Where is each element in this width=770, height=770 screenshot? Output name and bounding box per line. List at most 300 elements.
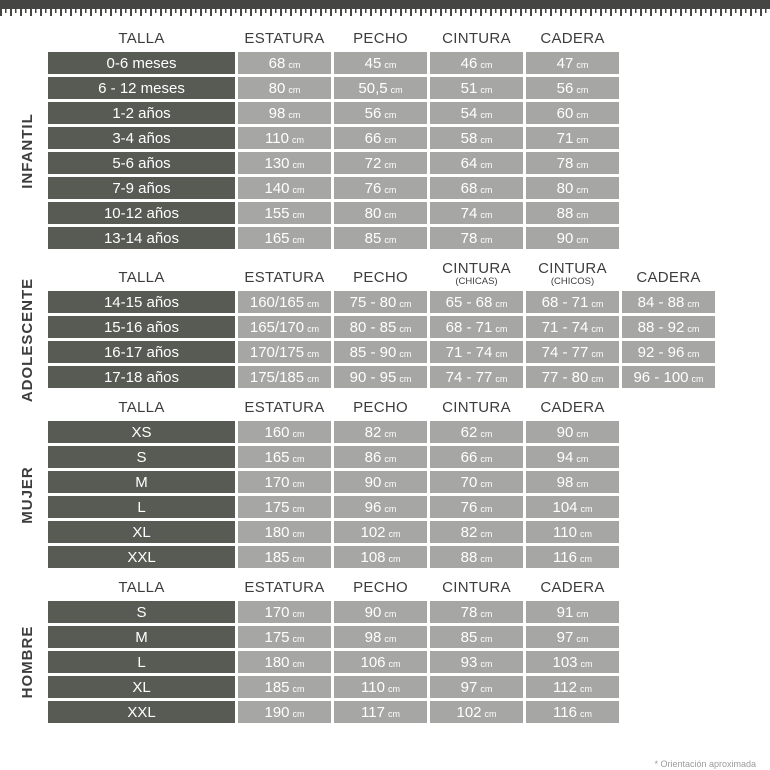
measurement-value: 72 (364, 154, 382, 172)
measurement-unit: cm (579, 528, 592, 539)
measurement-value: 185 (264, 548, 290, 566)
measurement-cell (334, 152, 427, 174)
measurement-value: 110 (553, 523, 577, 541)
measurement-value: 97 (460, 678, 478, 696)
measurement-cell (334, 471, 427, 493)
measurement-value: 66 (460, 448, 478, 466)
column-header-label: TALLA (118, 399, 165, 416)
measurement-value: 108 (360, 548, 386, 566)
measurement-cell (238, 546, 331, 568)
measurement-value: 170 (264, 603, 290, 621)
size-label-cell: XL (48, 676, 235, 698)
measurement-cell (238, 77, 331, 99)
measurement-unit: cm (384, 59, 397, 70)
measurement-value: 175 (264, 498, 290, 516)
measurement-cell (334, 601, 427, 623)
column-header (334, 30, 427, 47)
measurement-value: 78 (460, 603, 478, 621)
measurement-cell (238, 316, 331, 338)
size-label-cell: S (48, 446, 235, 468)
column-header-label: PECHO (353, 30, 408, 47)
measurement-value: 85 - 90 (349, 343, 397, 361)
measurement-value: 56 (364, 104, 382, 122)
measurement-cell (238, 102, 331, 124)
size-label-cell: XXL (48, 701, 235, 723)
section-adolescente (19, 260, 715, 402)
measurement-cell (238, 366, 331, 388)
measurement-cell (430, 546, 523, 568)
measurement-unit: cm (576, 59, 589, 70)
measurement-unit: cm (307, 323, 320, 334)
measurement-value: 94 (556, 448, 574, 466)
measurement-value: 58 (460, 129, 478, 147)
measurement-value: 90 (556, 423, 574, 441)
measurement-cell (526, 177, 619, 199)
measurement-unit: cm (388, 553, 401, 564)
measurement-cell (334, 626, 427, 648)
measurement-value: 91 (556, 603, 574, 621)
size-label-cell: M (48, 471, 235, 493)
measurement-unit: cm (292, 234, 305, 245)
measurement-unit: cm (579, 553, 592, 564)
column-header (430, 30, 523, 47)
measurement-value: 78 (460, 229, 478, 247)
measurement-unit: cm (480, 234, 493, 245)
measurement-cell (334, 202, 427, 224)
measurement-unit: cm (292, 478, 305, 489)
measurement-unit: cm (307, 298, 320, 309)
column-header-label: CADERA (636, 269, 701, 286)
measurement-cell (526, 127, 619, 149)
measuring-tape-graphic (0, 0, 770, 18)
table-header-row (48, 260, 715, 286)
column-header-sublabel: (CHICOS) (550, 276, 595, 287)
measurement-unit: cm (384, 633, 397, 644)
measurement-cell (430, 177, 523, 199)
size-label-cell: M (48, 626, 235, 648)
measurement-cell (622, 291, 715, 313)
measurement-unit: cm (480, 553, 493, 564)
measurement-value: 180 (264, 523, 290, 541)
measurement-unit: cm (292, 633, 305, 644)
measurement-unit: cm (288, 109, 301, 120)
measurement-value: 140 (264, 179, 290, 197)
measurement-cell (334, 446, 427, 468)
measurement-value: 96 (364, 498, 382, 516)
measurement-cell (430, 626, 523, 648)
measurement-cell (334, 676, 427, 698)
measurement-cell (238, 152, 331, 174)
measurement-unit: cm (292, 708, 305, 719)
measurement-cell (238, 651, 331, 673)
measurement-cell (238, 496, 331, 518)
measurement-cell (430, 341, 523, 363)
measurement-cell (526, 152, 619, 174)
measurement-cell (238, 521, 331, 543)
size-label-cell: 5-6 años (48, 152, 235, 174)
measurement-unit: cm (292, 428, 305, 439)
measurement-cell (430, 446, 523, 468)
size-label-cell: XS (48, 421, 235, 443)
column-header (48, 30, 235, 47)
table-header-row (48, 30, 715, 47)
measurement-unit: cm (384, 109, 397, 120)
measurement-value: 80 (364, 204, 382, 222)
size-label-cell: 14-15 años (48, 291, 235, 313)
measurement-unit: cm (288, 84, 301, 95)
measurement-cell (430, 366, 523, 388)
measurement-cell (526, 366, 619, 388)
measurement-unit: cm (384, 503, 397, 514)
measurement-unit: cm (691, 373, 704, 384)
measurement-cell (430, 102, 523, 124)
measurement-value: 68 - 71 (445, 318, 493, 336)
column-header (238, 399, 331, 416)
measurement-cell (430, 701, 523, 723)
measurement-unit: cm (388, 658, 401, 669)
column-header-label: PECHO (353, 579, 408, 596)
column-header (48, 399, 235, 416)
measurement-value: 84 - 88 (637, 293, 685, 311)
measurement-value: 54 (460, 104, 478, 122)
measurement-unit: cm (384, 428, 397, 439)
measurement-value: 110 (361, 678, 385, 696)
measurement-cell (334, 521, 427, 543)
measurement-unit: cm (576, 84, 589, 95)
size-label-cell: 6 - 12 meses (48, 77, 235, 99)
measurement-unit: cm (292, 553, 305, 564)
measurement-unit: cm (480, 109, 493, 120)
measurement-value: 70 (460, 473, 478, 491)
column-header (526, 579, 619, 596)
measurement-unit: cm (292, 528, 305, 539)
column-header-label: CINTURA (538, 260, 607, 277)
table-header-row (48, 399, 715, 416)
column-header-label: CINTURA (442, 30, 511, 47)
measurement-value: 165 (264, 448, 290, 466)
measurement-value: 80 (556, 179, 574, 197)
measurement-value: 86 (364, 448, 382, 466)
measurement-unit: cm (579, 683, 592, 694)
measurement-unit: cm (576, 428, 589, 439)
column-header-label: CINTURA (442, 579, 511, 596)
column-header-label: ESTATURA (244, 30, 325, 47)
measurement-value: 85 (364, 229, 382, 247)
measurement-unit: cm (292, 159, 305, 170)
measurement-cell (526, 102, 619, 124)
column-header-sublabel: (CHICAS) (455, 276, 498, 287)
column-header (334, 579, 427, 596)
measurement-cell (430, 202, 523, 224)
measurement-unit: cm (307, 373, 320, 384)
measurement-unit: cm (484, 708, 497, 719)
measurement-cell (238, 127, 331, 149)
measurement-cell (238, 626, 331, 648)
measurement-unit: cm (480, 209, 493, 220)
measurement-value: 56 (556, 79, 574, 97)
measurement-value: 88 (556, 204, 574, 222)
measurement-value: 74 (460, 204, 478, 222)
measurement-unit: cm (399, 373, 412, 384)
column-header (430, 579, 523, 596)
measurement-unit: cm (288, 59, 301, 70)
measurement-cell (526, 496, 619, 518)
measurement-cell (430, 52, 523, 74)
measurement-cell (526, 202, 619, 224)
measurement-value: 170 (264, 473, 290, 491)
measurement-cell (430, 601, 523, 623)
measurement-value: 46 (460, 54, 478, 72)
measurement-value: 97 (556, 628, 574, 646)
column-header-label: TALLA (118, 579, 165, 596)
column-header (430, 399, 523, 416)
measurement-unit: cm (387, 708, 400, 719)
measurement-unit: cm (291, 134, 304, 145)
measurement-unit: cm (576, 633, 589, 644)
size-label-cell: 17-18 años (48, 366, 235, 388)
measurement-unit: cm (307, 348, 320, 359)
measurement-unit: cm (480, 608, 493, 619)
column-header-label: PECHO (353, 269, 408, 286)
measurement-value: 60 (556, 104, 574, 122)
footnote: * Orientación aproximada (654, 759, 756, 769)
measurement-value: 117 (361, 703, 385, 721)
measurement-value: 68 - 71 (541, 293, 589, 311)
size-label-cell: XL (48, 521, 235, 543)
measurement-unit: cm (480, 134, 493, 145)
measurement-value: 93 (460, 653, 478, 671)
measurement-value: 90 (364, 603, 382, 621)
measurement-value: 90 (556, 229, 574, 247)
measurement-unit: cm (480, 683, 493, 694)
measurement-value: 71 - 74 (445, 343, 493, 361)
measurement-cell (334, 496, 427, 518)
measurement-cell (334, 546, 427, 568)
measurement-cell (430, 521, 523, 543)
measurement-cell (334, 316, 427, 338)
column-header (622, 269, 715, 286)
measurement-value: 65 - 68 (445, 293, 493, 311)
measurement-unit: cm (384, 453, 397, 464)
measurement-cell (238, 601, 331, 623)
measurement-unit: cm (292, 453, 305, 464)
measurement-value: 130 (264, 154, 290, 172)
measurement-unit: cm (384, 159, 397, 170)
measurement-cell (526, 546, 619, 568)
measurement-unit: cm (384, 184, 397, 195)
section-label: ADOLESCENTE (19, 277, 36, 402)
measurement-value: 102 (456, 703, 482, 721)
section-label: HOMBRE (19, 625, 36, 699)
measurement-value: 90 (364, 473, 382, 491)
column-header-label: CADERA (540, 579, 605, 596)
measurement-unit: cm (687, 298, 700, 309)
measurement-unit: cm (384, 134, 397, 145)
size-label-cell: 15-16 años (48, 316, 235, 338)
measurement-value: 92 - 96 (637, 343, 685, 361)
measurement-cell (238, 341, 331, 363)
measurement-value: 102 (360, 523, 386, 541)
measurement-value: 75 - 80 (349, 293, 397, 311)
measurement-value: 96 - 100 (633, 368, 689, 386)
measurement-cell (430, 127, 523, 149)
measurement-unit: cm (591, 298, 604, 309)
column-header-label: CADERA (540, 399, 605, 416)
measurement-cell (334, 291, 427, 313)
size-label-cell: 16-17 años (48, 341, 235, 363)
measurement-cell (238, 471, 331, 493)
measurement-unit: cm (576, 159, 589, 170)
measurement-cell (526, 421, 619, 443)
column-header (526, 30, 619, 47)
measurement-value: 50,5 (358, 79, 388, 97)
measurement-cell (622, 316, 715, 338)
column-header (430, 260, 523, 286)
size-label-cell: 0-6 meses (48, 52, 235, 74)
measurement-cell (430, 316, 523, 338)
measurement-cell (526, 227, 619, 249)
measurement-value: 71 - 74 (541, 318, 589, 336)
measurement-value: 160/165 (249, 293, 305, 311)
measurement-unit: cm (390, 84, 403, 95)
measurement-cell (430, 291, 523, 313)
column-header (48, 269, 235, 286)
column-header-label: CADERA (540, 30, 605, 47)
measurement-value: 116 (553, 703, 577, 721)
measurement-unit: cm (387, 683, 400, 694)
measurement-value: 180 (264, 653, 290, 671)
table-body (19, 421, 715, 568)
measurement-unit: cm (292, 209, 305, 220)
measurement-value: 77 - 80 (541, 368, 589, 386)
column-header (238, 579, 331, 596)
measurement-unit: cm (399, 348, 412, 359)
measurement-value: 106 (360, 653, 386, 671)
measurement-value: 104 (552, 498, 578, 516)
measurement-unit: cm (399, 323, 412, 334)
measurement-unit: cm (292, 503, 305, 514)
table-body (19, 601, 715, 723)
measurement-unit: cm (576, 209, 589, 220)
measurement-cell (526, 52, 619, 74)
size-label-cell: 13-14 años (48, 227, 235, 249)
measurement-value: 76 (460, 498, 478, 516)
measurement-unit: cm (480, 478, 493, 489)
measurement-cell (430, 496, 523, 518)
measurement-value: 82 (460, 523, 478, 541)
measurement-cell (430, 676, 523, 698)
measurement-unit: cm (480, 184, 493, 195)
measurement-cell (238, 227, 331, 249)
measurement-unit: cm (687, 348, 700, 359)
measurement-value: 98 (556, 473, 574, 491)
measurement-value: 80 - 85 (349, 318, 397, 336)
measurement-cell (526, 676, 619, 698)
measurement-value: 74 - 77 (445, 368, 493, 386)
measurement-cell (334, 127, 427, 149)
column-header (526, 260, 619, 286)
measurement-cell (238, 446, 331, 468)
measurement-unit: cm (576, 453, 589, 464)
measurement-value: 47 (556, 54, 574, 72)
column-header (334, 399, 427, 416)
measurement-cell (526, 521, 619, 543)
measurement-cell (334, 52, 427, 74)
measurement-value: 98 (268, 104, 286, 122)
size-label-cell: 10-12 años (48, 202, 235, 224)
measurement-unit: cm (495, 348, 508, 359)
measurement-cell (526, 77, 619, 99)
measurement-value: 76 (364, 179, 382, 197)
measurement-value: 45 (364, 54, 382, 72)
measurement-unit: cm (580, 503, 593, 514)
measurement-cell (334, 366, 427, 388)
measurement-cell (526, 471, 619, 493)
size-label-cell: 7-9 años (48, 177, 235, 199)
measurement-unit: cm (384, 209, 397, 220)
measurement-unit: cm (576, 234, 589, 245)
table-header-row (48, 579, 715, 596)
measurement-cell (334, 77, 427, 99)
section-mujer (19, 399, 715, 568)
measurement-cell (622, 341, 715, 363)
measurement-cell (526, 341, 619, 363)
measurement-unit: cm (480, 453, 493, 464)
measurement-cell (430, 227, 523, 249)
measurement-unit: cm (388, 528, 401, 539)
measurement-value: 78 (556, 154, 574, 172)
measurement-cell (334, 701, 427, 723)
measurement-cell (334, 651, 427, 673)
measurement-value: 116 (553, 548, 577, 566)
measurement-value: 155 (264, 204, 290, 222)
column-header-label: TALLA (118, 30, 165, 47)
section-label: MUJER (19, 465, 36, 524)
column-header (526, 399, 619, 416)
measurement-cell (430, 651, 523, 673)
measurement-value: 82 (364, 423, 382, 441)
measurement-cell (430, 77, 523, 99)
measurement-cell (430, 152, 523, 174)
measurement-unit: cm (480, 503, 493, 514)
measurement-unit: cm (292, 683, 305, 694)
column-header-label: ESTATURA (244, 269, 325, 286)
column-header-label: ESTATURA (244, 579, 325, 596)
measurement-value: 88 - 92 (637, 318, 685, 336)
measurement-value: 68 (268, 54, 286, 72)
measurement-cell (526, 701, 619, 723)
size-label-cell: L (48, 496, 235, 518)
measurement-cell (238, 177, 331, 199)
measurement-value: 170/175 (249, 343, 305, 361)
measurement-unit: cm (480, 428, 493, 439)
measurement-unit: cm (384, 478, 397, 489)
measurement-value: 66 (364, 129, 382, 147)
measurement-value: 103 (552, 653, 578, 671)
measurement-value: 74 - 77 (541, 343, 589, 361)
column-header-label: CINTURA (442, 260, 511, 277)
measurement-value: 51 (460, 79, 478, 97)
measurement-unit: cm (480, 159, 493, 170)
measurement-unit: cm (576, 109, 589, 120)
measurement-unit: cm (292, 184, 305, 195)
column-header-label: PECHO (353, 399, 408, 416)
measurement-value: 110 (265, 129, 289, 147)
column-header (334, 269, 427, 286)
measurement-unit: cm (495, 323, 508, 334)
table-body (19, 52, 715, 249)
measurement-cell (334, 341, 427, 363)
